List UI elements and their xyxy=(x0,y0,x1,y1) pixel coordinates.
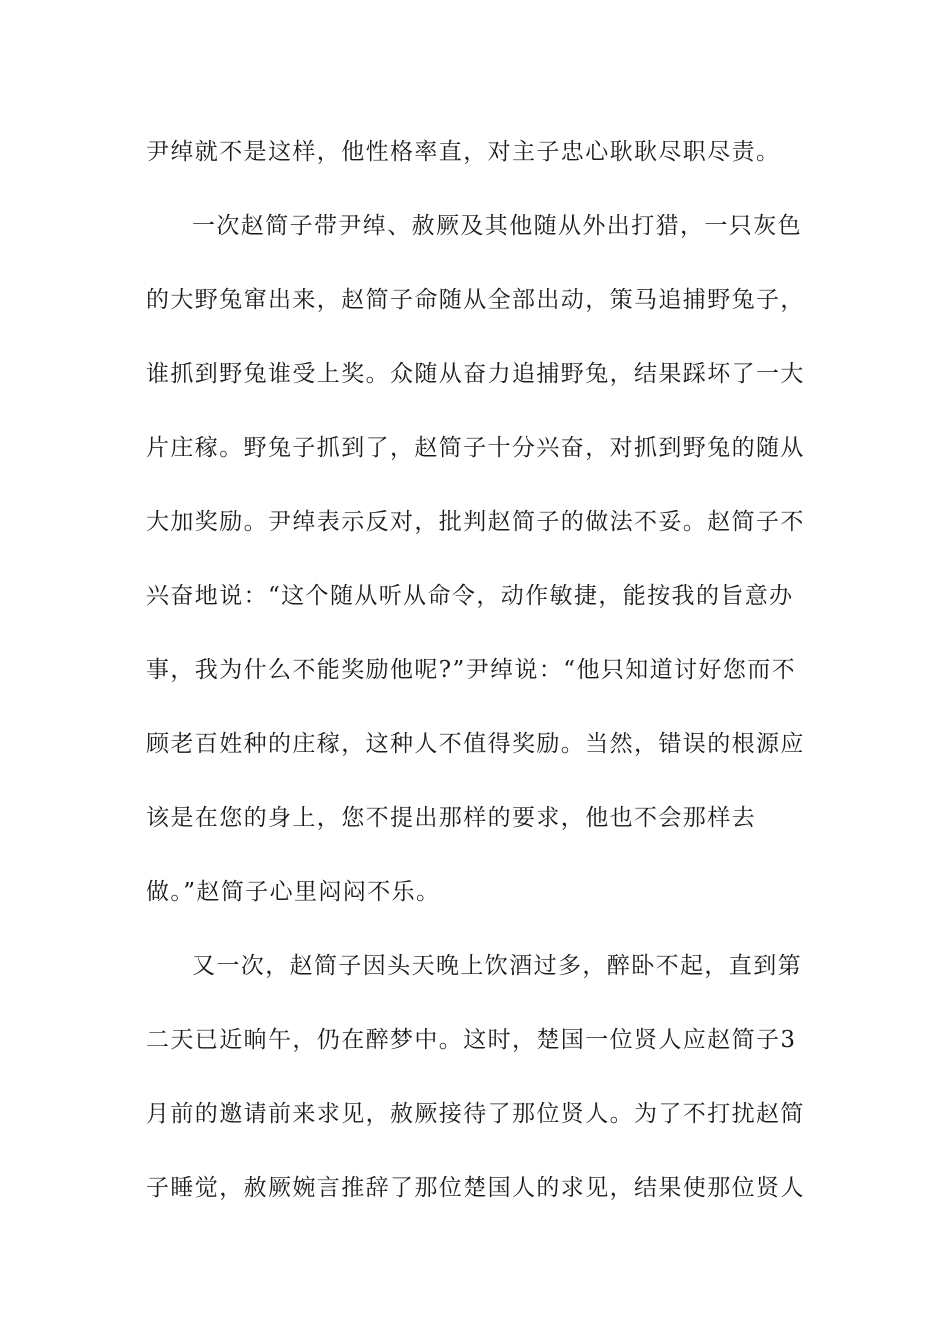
text-line: 的大野兔窜出来，赵简子命随从全部出动，策马追捕野兔子， xyxy=(146,287,805,313)
text-line: 大加奖励。尹绰表示反对，批判赵简子的做法不妥。赵简子不 xyxy=(146,509,805,535)
text-line: 尹绰就不是这样，他性格率直，对主子忠心耿耿尽职尽责。 xyxy=(146,139,781,165)
paragraph-start-line: 又一次，赵简子因头天晚上饮酒过多，醉卧不起，直到第 xyxy=(192,953,802,979)
text-line: 二天已近晌午，仍在醉梦中。这时，楚国一位贤人应赵简子3 xyxy=(146,1027,797,1053)
text-line: 月前的邀请前来求见，赦厥接待了那位贤人。为了不打扰赵简 xyxy=(146,1101,805,1127)
text-line: 事，我为什么不能奖励他呢?”尹绰说：“他只知道讨好您而不 xyxy=(146,657,797,683)
text-line: 谁抓到野兔谁受上奖。众随从奋力追捕野兔，结果踩坏了一大 xyxy=(146,361,805,387)
text-line: 子睡觉，赦厥婉言推辞了那位楚国人的求见，结果使那位贤人 xyxy=(146,1175,805,1201)
paragraph-start-line: 一次赵简子带尹绰、赦厥及其他随从外出打猎，一只灰色 xyxy=(192,213,802,239)
text-line: 兴奋地说：“这个随从听从命令，动作敏捷，能按我的旨意办 xyxy=(146,583,794,609)
text-line: 做。”赵简子心里闷闷不乐。 xyxy=(146,879,441,905)
text-line: 片庄稼。野兔子抓到了，赵简子十分兴奋，对抓到野兔的随从 xyxy=(146,435,805,461)
text-line: 该是在您的身上，您不提出那样的要求，他也不会那样去 xyxy=(146,805,756,831)
text-line: 顾老百姓种的庄稼，这种人不值得奖励。当然，错误的根源应 xyxy=(146,731,805,757)
